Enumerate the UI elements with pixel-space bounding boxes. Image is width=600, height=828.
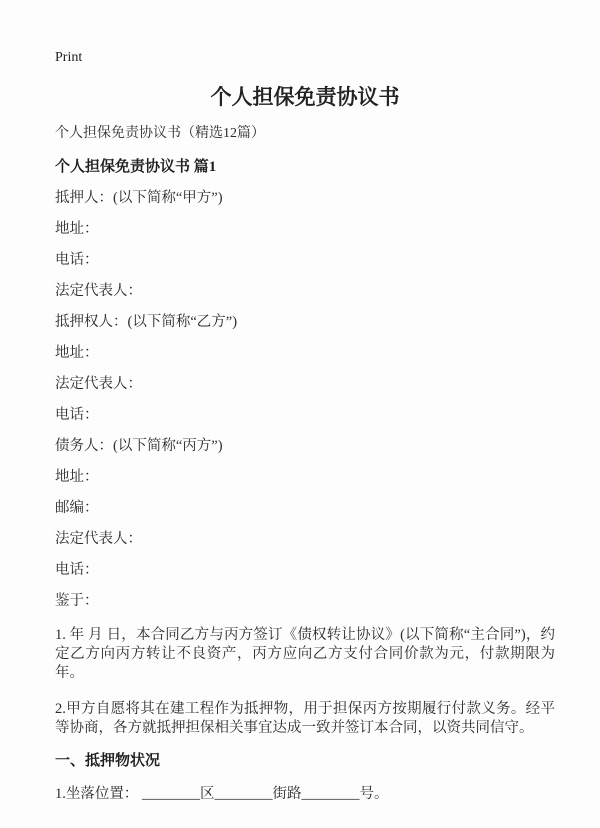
party-line-postcode: 邮编： — [55, 500, 99, 516]
party-line-debtor: 债务人：(以下简称“丙方”) — [55, 438, 223, 454]
print-button[interactable]: Print — [55, 50, 83, 65]
party-line-legal-rep: 法定代表人： — [55, 376, 142, 392]
party-line-phone: 电话： — [55, 252, 99, 268]
party-line-address: 地址： — [55, 221, 99, 237]
party-line-address: 地址： — [55, 345, 99, 361]
party-line-mortgagor: 抵押人：(以下简称“甲方”) — [55, 190, 223, 206]
document-subtitle: 个人担保免责协议书（精选12篇） — [55, 126, 265, 141]
recital-paragraph-2: 2.甲方自愿将其在建工程作为抵押物，用于担保丙方按期履行付款义务。经平等协商，各方就抵押担保相关事宜达成一致并签订本合同，以资共同信守。 — [55, 701, 555, 736]
clause-heading-collateral: 一、抵押物状况 — [55, 753, 161, 769]
page-title: 个人担保免责协议书 — [210, 85, 400, 109]
party-line-whereas: 鉴于： — [55, 593, 99, 609]
party-line-legal-rep: 法定代表人： — [55, 531, 142, 547]
party-line-mortgagee: 抵押权人：(以下简称“乙方”) — [55, 314, 238, 330]
party-line-address: 地址： — [55, 469, 99, 485]
recital-paragraph-1: 1. 年 月 日，本合同乙方与丙方签订《债权转让协议》(以下简称“主合同”)，约定乙方向丙方转让不良资产，丙方应向乙方支付合同价款为元，付款期限为 年。 — [55, 627, 555, 681]
party-line-phone: 电话： — [55, 562, 99, 578]
party-line-phone: 电话： — [55, 407, 99, 423]
section-heading-part1: 个人担保免责协议书 篇1 — [55, 159, 217, 175]
clause-line-location: 1.坐落位置： ________区________街路________号。 — [55, 786, 389, 802]
party-info-block — [55, 176, 555, 609]
party-line-legal-rep: 法定代表人： — [55, 283, 142, 299]
